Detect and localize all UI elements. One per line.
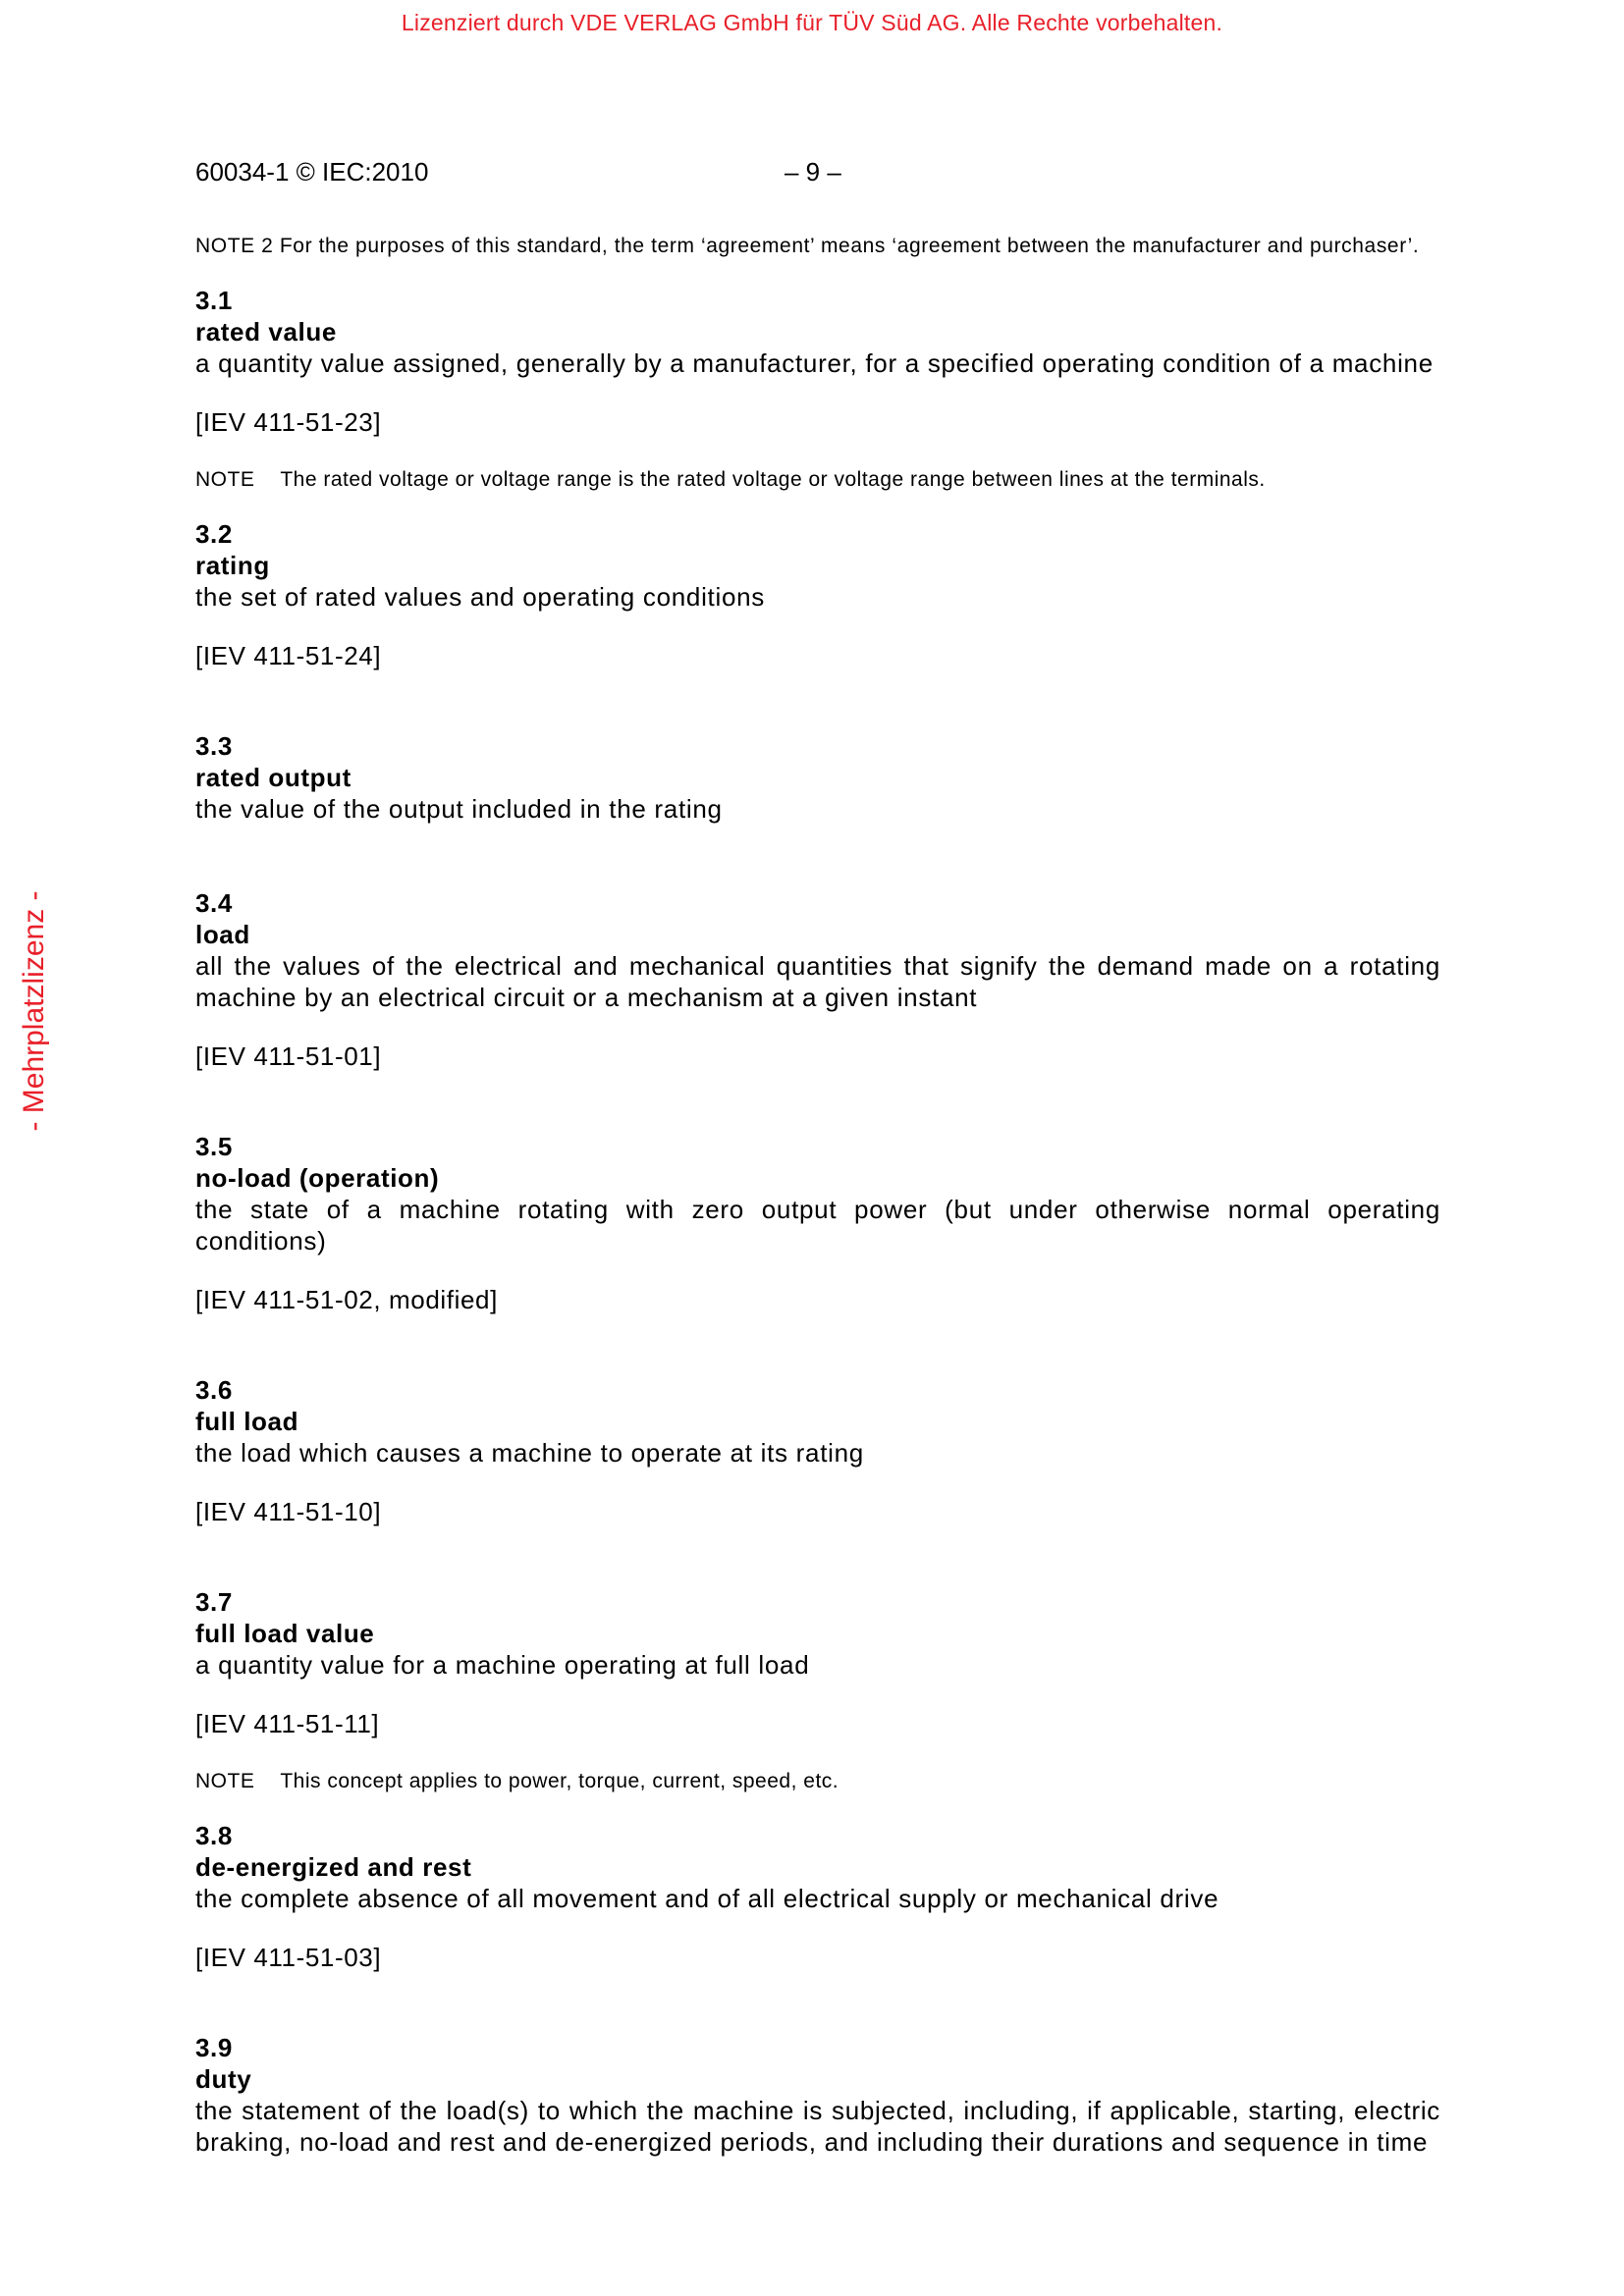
entry-number: 3.1 [195, 286, 233, 315]
entry-reference: [IEV 411-51-03] [195, 1943, 382, 1972]
entry-definition: the load which causes a machine to operate at its rating [195, 1438, 864, 1468]
entry-number: 3.8 [195, 1821, 233, 1850]
entry-number: 3.7 [195, 1587, 233, 1617]
note-label: NOTE [195, 468, 255, 491]
entry-term: rated output [195, 763, 352, 792]
entry-reference: [IEV 411-51-01] [195, 1041, 382, 1071]
entry-definition: the complete absence of all movement and of all electrical supply or mechanical drive [195, 1884, 1219, 1913]
entry-definition: the set of rated values and operating conditions [195, 582, 765, 612]
entry-reference: [IEV 411-51-24] [195, 641, 382, 670]
definition-entry [195, 285, 1440, 493]
entry-term: rating [195, 551, 270, 580]
license-watermark-side: - Mehrplatzlizenz - [18, 890, 50, 1132]
definition-entry [195, 730, 1440, 862]
entry-number: 3.9 [195, 2033, 233, 2062]
entry-number: 3.3 [195, 731, 233, 761]
entry-reference: [IEV 411-51-11] [195, 1709, 380, 1738]
page-number: – 9 – [785, 157, 841, 187]
entry-definition: the value of the output included in the rating [195, 794, 723, 824]
definition-entry [195, 1586, 1440, 1794]
entry-definition: the state of a machine rotating with zero output power (but under otherwise normal operating conditions) [195, 1195, 1440, 1255]
entry-reference: [IEV 411-51-23] [195, 407, 382, 437]
entry-reference: [IEV 411-51-10] [195, 1497, 382, 1526]
entry-term: full load [195, 1407, 299, 1436]
definition-entry [195, 1374, 1440, 1561]
entry-term: rated value [195, 317, 337, 347]
entry-term: full load value [195, 1619, 375, 1648]
entry-definition: a quantity value assigned, generally by a manufacturer, for a specified operating condition of a machine [195, 348, 1434, 378]
entry-definition: a quantity value for a machine operating at full load [195, 1650, 810, 1680]
entry-term: duty [195, 2064, 252, 2094]
note-text: The rated voltage or voltage range is the rated voltage or voltage range between lines at the terminals. [280, 468, 1266, 491]
definition-entry [195, 1820, 1440, 2006]
definition-entry [195, 2032, 1440, 2158]
entry-number: 3.4 [195, 888, 233, 918]
document-id: 60034-1 © IEC:2010 [195, 157, 429, 187]
document-body [195, 234, 1440, 2183]
entry-definition: all the values of the electrical and mechanical quantities that signify the demand made on a rotating machine by an electrical circuit or a mechanism at a given instant [195, 951, 1440, 1012]
entry-definition: the statement of the load(s) to which the machine is subjected, including, if applicable, starting, electric braking, no-load and rest and de-energized periods, and including their durations and sequence in time [195, 2096, 1440, 2157]
entry-number: 3.6 [195, 1375, 233, 1405]
entry-number: 3.5 [195, 1132, 233, 1161]
definition-entry [195, 518, 1440, 705]
page-header [195, 157, 1438, 190]
entry-note [195, 467, 1440, 493]
note-label: NOTE [195, 1770, 255, 1792]
license-watermark-top: Lizenziert durch VDE VERLAG GmbH für TÜV Süd AG. Alle Rechte vorbehalten. [401, 10, 1223, 35]
entry-term: load [195, 920, 250, 949]
entry-term: de-energized and rest [195, 1852, 472, 1882]
entry-note [195, 1769, 1440, 1794]
entry-reference: [IEV 411-51-02, modified] [195, 1285, 498, 1314]
note-text: This concept applies to power, torque, current, speed, etc. [280, 1770, 839, 1792]
intro-note: NOTE 2 For the purposes of this standard, the term ‘agreement’ means ‘agreement between the manufacturer and purchaser’. [195, 235, 1420, 257]
definition-entry [195, 1131, 1440, 1349]
entry-term: no-load (operation) [195, 1163, 440, 1193]
definition-entry [195, 887, 1440, 1105]
entry-number: 3.2 [195, 519, 233, 549]
